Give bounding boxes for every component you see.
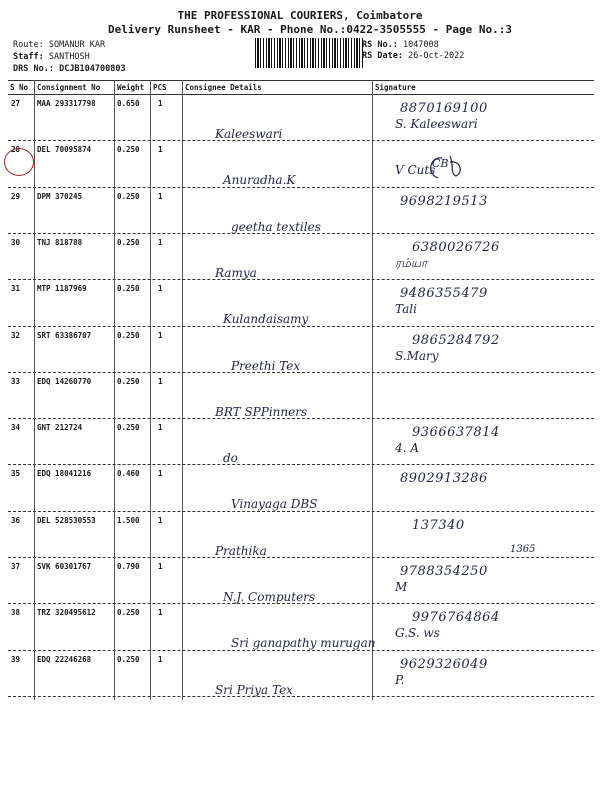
phone-handwriting: 9698219513 [400, 193, 488, 209]
rs-no-line: RS No.: 1047008 [362, 40, 439, 50]
consignee-handwriting: Preethi Tex [231, 358, 301, 373]
sno-cell: 30 [11, 237, 21, 247]
rs-date-line: RS Date: 26-Oct-2022 [362, 51, 465, 61]
signature-handwriting: ரம்யா [395, 255, 428, 270]
consignment-cell: GNT 212724 [37, 423, 83, 433]
col-header-pcs: PCS [153, 83, 167, 92]
pcs-cell: 1 [158, 376, 163, 386]
phone-handwriting: 9788354250 [400, 564, 488, 579]
phone-handwriting: 9976764864 [412, 610, 500, 626]
col-header-sno: S No [10, 83, 29, 92]
barcode [255, 38, 365, 68]
row-divider [8, 696, 594, 697]
sno-cell: 29 [11, 191, 21, 201]
weight-cell: 0.650 [117, 99, 140, 108]
signature-handwriting: 4. A [395, 441, 419, 456]
consignee-handwriting: Kulandaisamy [223, 312, 309, 327]
phone-handwriting: 9865284792 [412, 332, 500, 348]
consignment-cell: DEL 70095874 [37, 145, 92, 155]
consignment-cell: EDQ 22246268 [37, 654, 92, 664]
consignee-handwriting: Sri Priya Tex [215, 682, 293, 697]
phone-handwriting: 8870169100 [400, 101, 488, 116]
consignee-handwriting: geetha textiles [231, 219, 321, 234]
sno-cell: 34 [11, 423, 21, 433]
weight-cell: 0.250 [117, 608, 140, 618]
route-line: Route: SOMANUR KAR [13, 40, 106, 50]
extra-number: 1365 [510, 544, 536, 555]
table-row [8, 233, 594, 279]
phone-handwriting: 6380026726 [412, 239, 500, 255]
consignee-handwriting: Vinayaga DBS [231, 497, 318, 512]
pcs-cell: 1 [158, 237, 163, 247]
consignment-cell: MAA 293317798 [37, 99, 96, 108]
weight-cell: 0.250 [117, 376, 140, 386]
signature-handwriting: M [395, 580, 408, 594]
consignment-cell: TNJ 818788 [37, 237, 83, 247]
consignee-handwriting: Prathika [215, 543, 267, 558]
pcs-cell: 1 [158, 654, 163, 664]
signature-handwriting: V Cuts [395, 163, 436, 178]
signature-handwriting: Tali [395, 302, 417, 317]
signature-handwriting: S.Mary [395, 348, 439, 363]
col-header-consignment: Consignment No [37, 83, 101, 92]
weight-cell: 0.250 [117, 423, 140, 433]
sno-cell: 32 [11, 330, 21, 340]
weight-cell: 0.250 [117, 330, 140, 340]
pcs-cell: 1 [158, 145, 163, 155]
circled-row-mark [4, 148, 34, 176]
table-row [8, 650, 594, 696]
consignment-cell: SRT 63386707 [37, 330, 92, 340]
consignee-handwriting: N.J. Computers [223, 590, 316, 604]
col-header-consignee: Consignee Details [185, 83, 262, 92]
col-header-weight: Weight [117, 83, 145, 92]
weight-cell: 0.250 [117, 191, 140, 201]
weight-cell: 0.250 [117, 237, 140, 247]
phone-handwriting: 8902913286 [400, 471, 488, 487]
weight-cell: 0.250 [117, 145, 140, 155]
sno-cell: 35 [11, 469, 21, 479]
consignment-cell: EDQ 18041216 [37, 469, 92, 479]
consignee-handwriting: BRT SPPinners [215, 404, 308, 419]
signature-handwriting: G.S. ws [395, 626, 440, 641]
signature-handwriting: P. [395, 672, 405, 687]
weight-cell: 0.250 [117, 284, 140, 294]
sno-cell: 36 [11, 515, 21, 525]
col-header-signature: Signature [375, 83, 416, 92]
pcs-cell: 1 [158, 330, 163, 340]
sno-cell: 38 [11, 608, 21, 618]
runsheet-title: Delivery Runsheet - KAR - Phone No.:0422-3505555 - Page No.:3 [108, 23, 512, 36]
cb-scribble [420, 150, 480, 190]
consignment-cell: EDQ 14260770 [37, 376, 92, 386]
consignment-cell: MTP 1187969 [37, 284, 87, 294]
sno-cell: 37 [11, 562, 21, 571]
consignment-cell: DPM 370245 [37, 191, 83, 201]
drs-line: DRS No.: DCJB104700803 [13, 64, 126, 74]
pcs-cell: 1 [158, 515, 163, 525]
pcs-cell: 1 [158, 608, 163, 618]
weight-cell: 0.250 [117, 654, 140, 664]
table-row [8, 418, 594, 464]
staff-line: Staff: SANTHOSH [13, 52, 90, 62]
pcs-cell: 1 [158, 284, 163, 294]
sno-cell: 39 [11, 654, 21, 664]
pcs-cell: 1 [158, 99, 163, 108]
weight-cell: 1.500 [117, 515, 140, 525]
sno-cell: 31 [11, 284, 21, 294]
pcs-cell: 1 [158, 562, 163, 571]
company-title: THE PROFESSIONAL COURIERS, Coimbatore [177, 9, 423, 22]
phone-handwriting: 9629326049 [400, 656, 488, 672]
pcs-cell: 1 [158, 191, 163, 201]
consignee-handwriting: Kaleeswari [215, 127, 283, 141]
consignee-handwriting: do [223, 451, 238, 466]
sno-cell: 28 [11, 145, 21, 155]
table-top-rule [8, 80, 594, 81]
consignment-cell: TRZ 320495612 [37, 608, 96, 618]
consignee-handwriting: Ramya [215, 265, 257, 280]
sno-cell: 33 [11, 376, 21, 386]
pcs-cell: 1 [158, 423, 163, 433]
consignment-cell: DEL 528530553 [37, 515, 96, 525]
phone-handwriting: 9366637814 [412, 425, 500, 441]
consignment-cell: SVK 60301767 [37, 562, 92, 571]
phone-handwriting: 9486355479 [400, 286, 488, 302]
table-row [8, 326, 594, 372]
sno-cell: 27 [11, 99, 21, 108]
pcs-cell: 1 [158, 469, 163, 479]
consignee-handwriting: Anuradha.K [223, 173, 296, 188]
signature-handwriting: S. Kaleeswari [395, 117, 478, 131]
weight-cell: 0.460 [117, 469, 140, 479]
cb-mark: CB [432, 157, 449, 170]
table-row [8, 140, 594, 186]
phone-handwriting: 137340 [412, 517, 465, 533]
weight-cell: 0.790 [117, 562, 140, 571]
consignee-handwriting: Sri ganapathy murugan [231, 636, 376, 651]
